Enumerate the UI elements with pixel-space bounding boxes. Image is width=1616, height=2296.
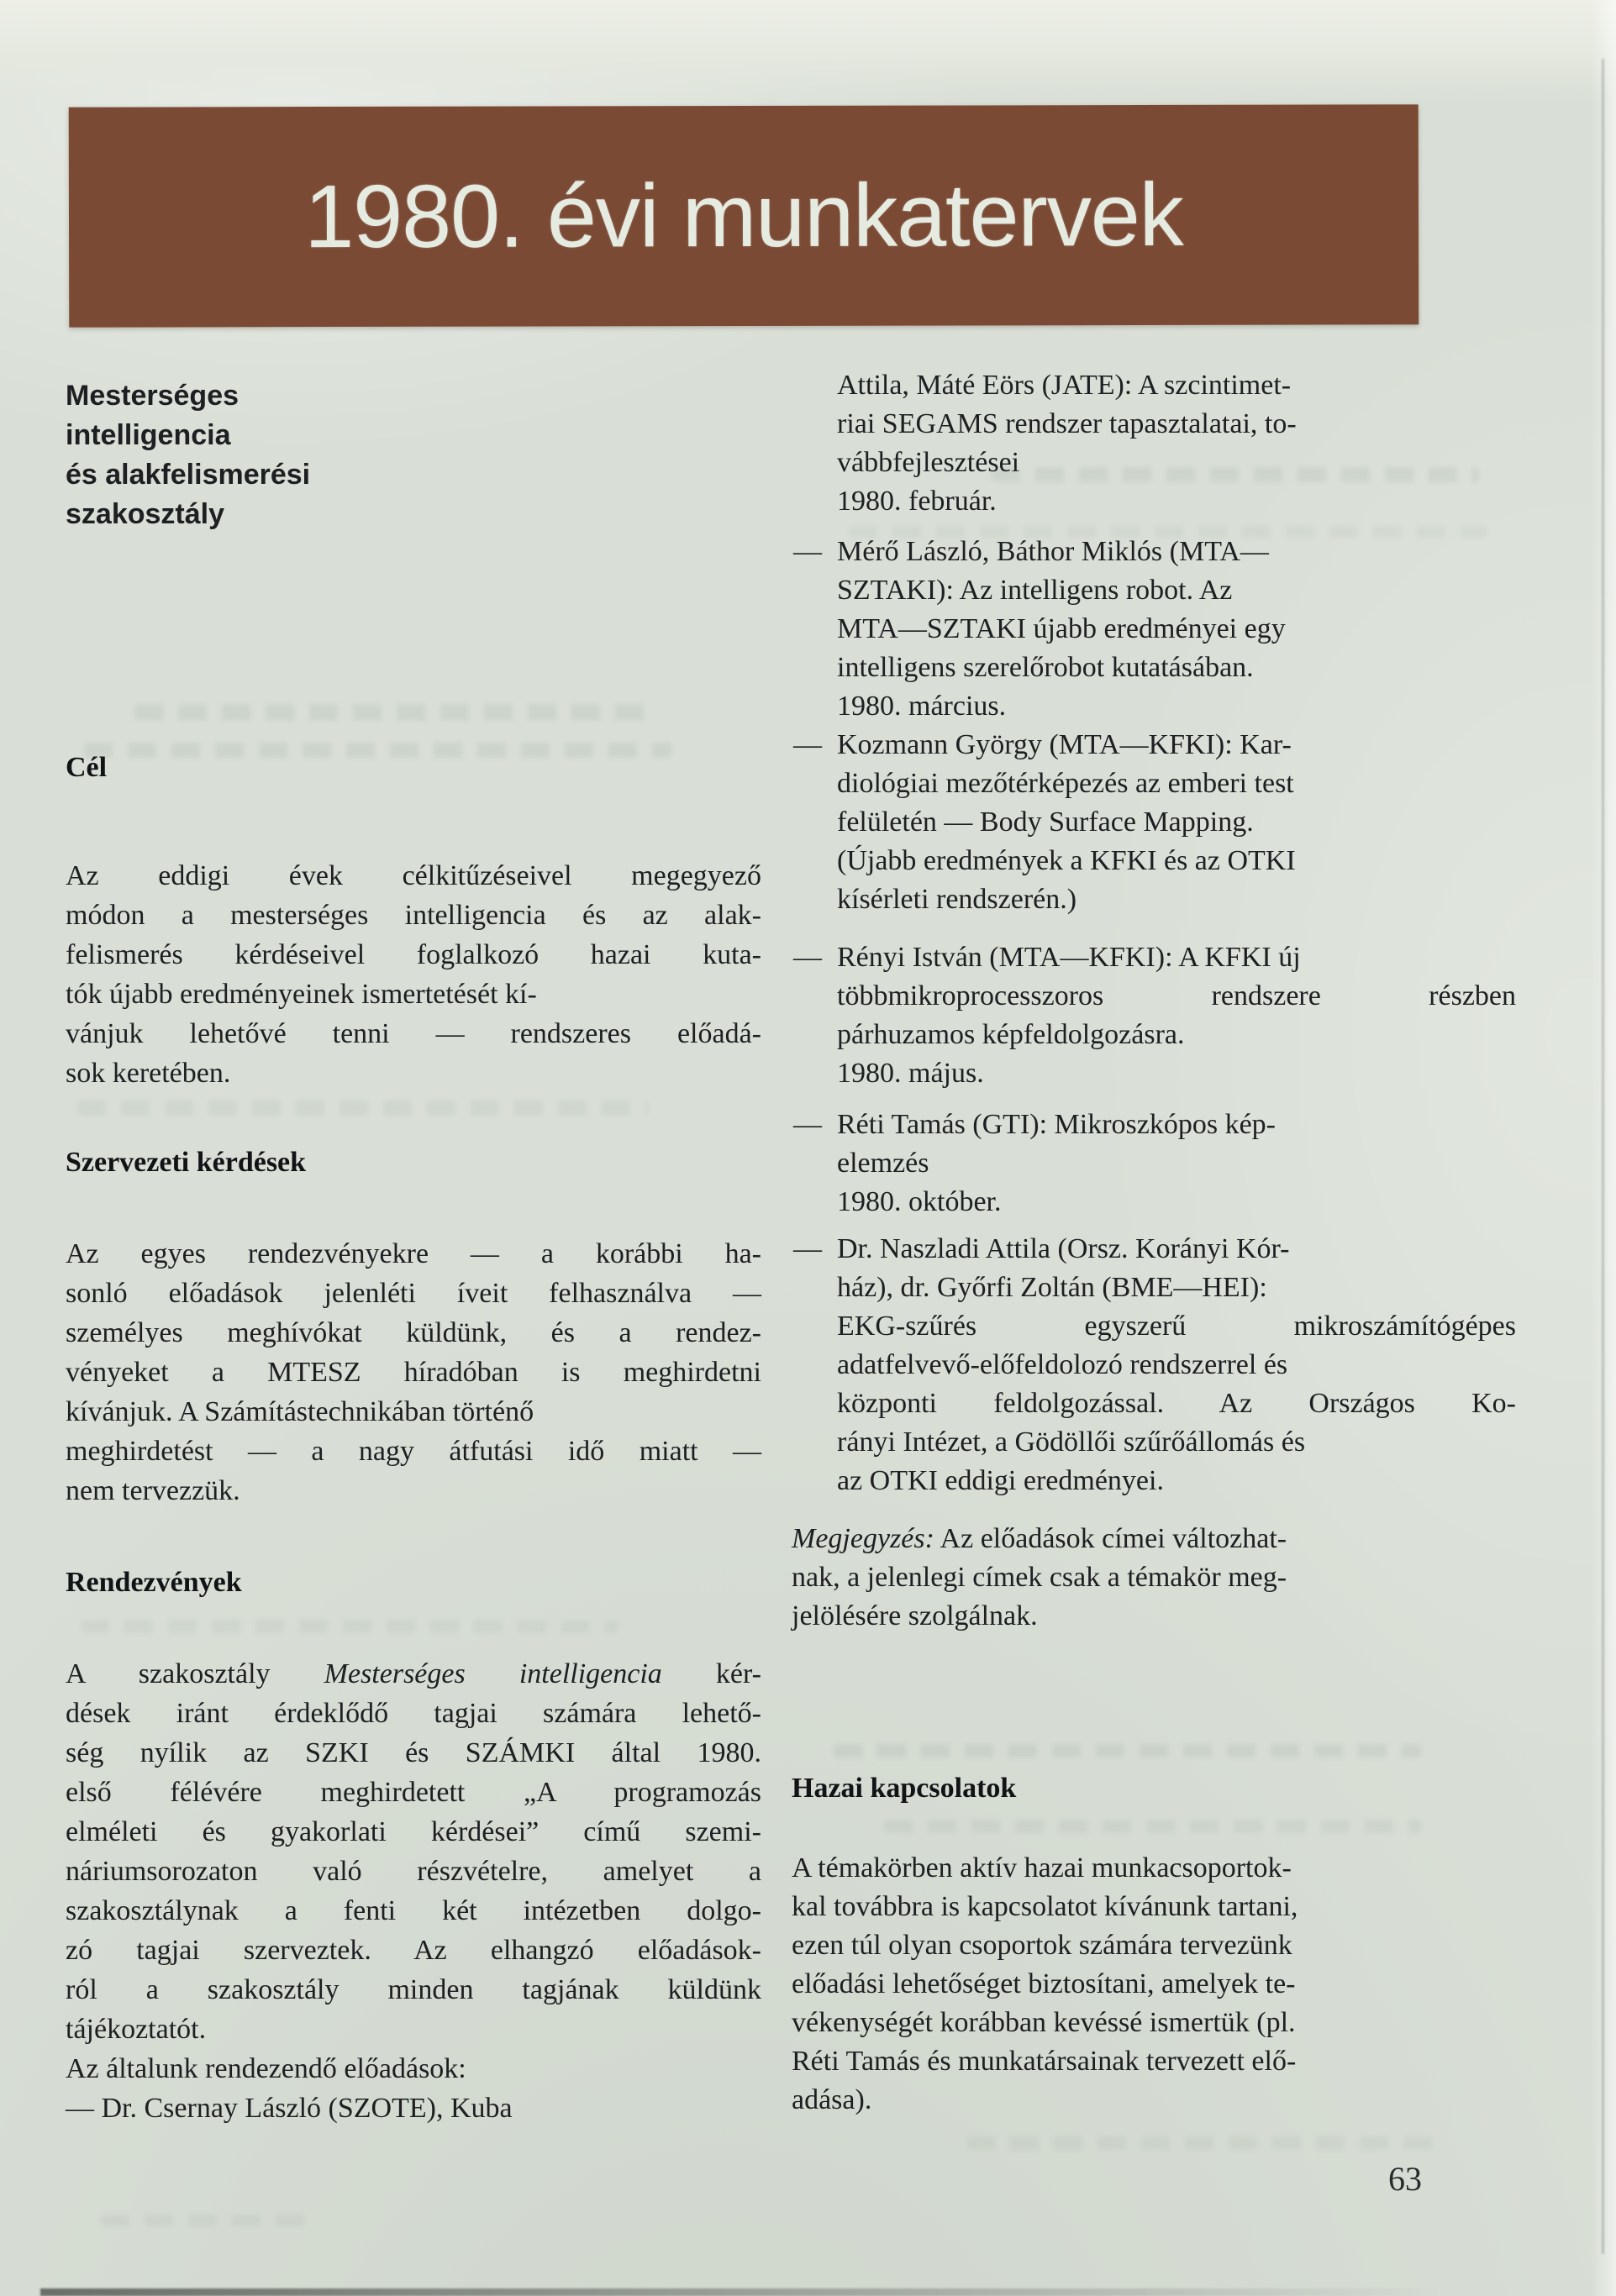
text-line: ról a szakosztály minden tagjának küldünk [66,1974,761,2005]
text-line: meghirdetést — a nagy átfutási idő miatt — [66,1436,761,1467]
text-line: A témakörben aktív hazai munkacsoportok- [792,1852,1292,1884]
lecture-entry [792,938,1516,1093]
list-dash: — [793,1233,822,1264]
text-line: Az egyes rendezvényekre — a korábbi ha- [66,1238,761,1269]
text-line: és alakfelismerési [66,459,311,491]
text-line: diológiai mezőtérképezés az emberi test [837,768,1294,799]
text-line: EKG-szűrés egyszerű mikroszámítógépes [837,1311,1516,1342]
text-line: riai SEGAMS rendszer tapasztalatai, to- [837,408,1297,439]
text-line: Dr. Naszladi Attila (Orsz. Korányi Kór- [837,1233,1290,1264]
paragraph-rendezvenyek [66,1654,761,2128]
paragraph-cel [66,856,761,1093]
text-line: Az általunk rendezendő előadások: [66,2053,466,2084]
text-line: náriumsorozaton való részvételre, amelyet a [66,1856,761,1887]
department-heading [66,376,310,534]
text-line: rányi Intézet, a Gödöllői szűrőállomás és [837,1426,1306,1458]
text-line: nak, a jelenlegi címek csak a témakör meg- [792,1562,1287,1593]
text-line: vényeket a MTESZ híradóban is meghirdetni [66,1357,761,1388]
text-line: szakosztálynak a fenti két intézetben dolgo- [66,1895,761,1926]
text-line: kísérleti rendszerén.) [837,884,1077,915]
text-line: zó tagjai szerveztek. Az elhangzó előadások- [66,1935,761,1966]
list-dash: — [793,1109,822,1140]
section-heading-rendezvenyek: Rendezvények [66,1567,242,1598]
text-line: Mérő László, Báthor Miklós (MTA— [837,536,1269,567]
text-line: nem tervezzük. [66,1475,240,1506]
text-line: 1980. október. [837,1186,1002,1217]
text-line: személyes meghívókat küldünk, és a rendez- [66,1317,761,1348]
text-line: Attila, Máté Eörs (JATE): A szcintimet- [837,370,1292,401]
text-line: (Újabb eredmények a KFKI és az OTKI [837,845,1296,876]
text-line: adatfelvevő-előfeldolozó rendszerrel és [837,1349,1288,1380]
paragraph-note [792,1520,1516,1636]
text-line: módon a mesterséges intelligencia és az alak- [66,900,761,931]
list-dash: — [793,942,822,973]
lecture-entry [792,533,1516,726]
scan-right-edge-line [1602,59,1604,2254]
text-line: Kozmann György (MTA—KFKI): Kar- [837,729,1292,760]
right-column [792,0,1516,2296]
section-heading-hazai: Hazai kapcsolatok [792,1773,1017,1804]
left-column [66,0,761,2296]
lecture-entry [792,726,1516,919]
text-line: többmikroprocesszoros rendszere részben [837,980,1516,1011]
text-line: Az eddigi évek célkitűzéseivel megegyező [66,860,761,891]
text-line: ség nyílik az SZKI és SZÁMKI által 1980. [66,1737,761,1768]
text-line: dések iránt érdeklődő tagjai számára lehető- [66,1698,761,1729]
paragraph-szervezeti [66,1234,761,1511]
text-line: vékenységét korábban kevéssé ismertük (pl. [792,2007,1296,2038]
page-number: 63 [1388,2160,1422,2198]
text-line: elméleti és gyakorlati kérdései” című szemi- [66,1816,761,1847]
text-line: tók újabb eredményeinek ismertetését kí- [66,979,537,1010]
text-line: az OTKI eddigi eredményei. [837,1465,1164,1496]
text-line: kal továbbra is kapcsolatot kívánunk tartani, [792,1891,1298,1922]
list-dash: — [793,729,822,760]
text-line: Megjegyzés: Az előadások címei változhat- [792,1523,1287,1554]
text-line: párhuzamos képfeldolgozásra. [837,1019,1185,1050]
text-line: — Dr. Csernay László (SZOTE), Kuba [66,2093,513,2124]
scan-bottom-edge-shadow [40,2288,1515,2296]
text-line: Réti Tamás (GTI): Mikroszkópos kép- [837,1109,1276,1140]
lecture-entry [792,366,1516,521]
text-line: Rényi István (MTA—KFKI): A KFKI új [837,942,1301,973]
text-line: MTA—SZTAKI újabb eredményei egy [837,613,1286,644]
page-title: 1980. évi munkatervek [304,165,1183,266]
text-line: előadási lehetőséget biztosítani, amelyek te- [792,1968,1296,1999]
text-line: első félévére meghirdetett „A programozás [66,1777,761,1808]
text-line: Réti Tamás és munkatársainak tervezett elő- [792,2046,1297,2077]
text-line: központi feldolgozással. Az Országos Ko- [837,1388,1516,1419]
text-line: 1980. február. [837,486,997,517]
text-line: sonló előadások jelenléti íveit felhasználva — [66,1278,761,1309]
text-line: kívánjuk. A Számítástechnikában történő [66,1396,534,1427]
list-dash: — [793,536,822,567]
text-line: vánjuk lehetővé tenni — rendszeres előadá- [66,1018,761,1049]
section-heading-szervezeti: Szervezeti kérdések [66,1147,307,1178]
text-line: felismerés kérdéseivel foglalkozó hazai kuta- [66,939,761,970]
text-line: SZTAKI): Az intelligens robot. Az [837,575,1233,606]
paragraph-hazai [792,1849,1516,2120]
lecture-entry [792,1230,1516,1500]
text-line: intelligencia [66,419,231,451]
text-line: adása). [792,2084,872,2115]
text-line: 1980. május. [837,1058,984,1089]
text-line: 1980. március. [837,691,1007,722]
lecture-entry [792,1106,1516,1222]
text-line: sok keretében. [66,1058,231,1089]
text-line: tájékoztatót. [66,2014,207,2045]
text-line: Mesterséges [66,380,240,412]
text-line: intelligens szerelőrobot kutatásában. [837,652,1254,683]
text-line: felületén — Body Surface Mapping. [837,806,1254,838]
text-line: szakosztály [66,498,224,530]
text-line: elemzés [837,1148,929,1179]
text-line: jelölésére szolgálnak. [792,1600,1038,1631]
section-heading-cel: Cél [66,752,108,783]
text-line: A szakosztály Mesterséges intelligencia kér- [66,1658,761,1689]
text-line: ezen túl olyan csoportok számára tervezünk [792,1930,1292,1961]
text-line: vábbfejlesztései [837,447,1020,478]
text-line: ház), dr. Győrfi Zoltán (BME—HEI): [837,1272,1267,1303]
